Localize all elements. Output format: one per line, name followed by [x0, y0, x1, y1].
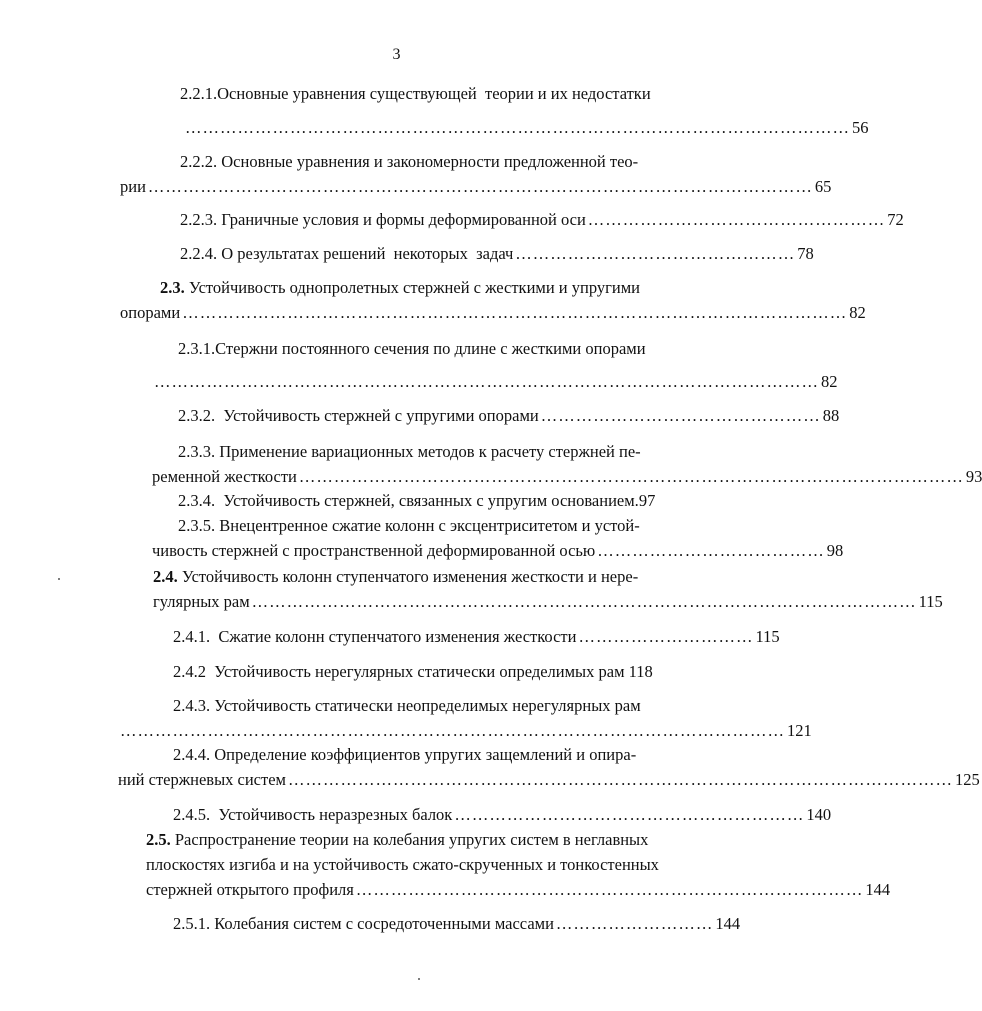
toc-page-number: 98: [826, 541, 844, 560]
toc-entry-2-2-2-line1: 2.2.2. Основные уравнения и закономерности предложенной тео-: [180, 152, 639, 171]
toc-section-2-4-leader: [153, 592, 943, 612]
toc-entry-2-4-4-line1: 2.4.4. Определение коэффициентов упругих защемлений и опира-: [173, 745, 637, 764]
toc-entry-2-4-3-leader: [118, 721, 812, 741]
section-title: Устойчивость однопролетных стержней с жесткими и упругими: [184, 278, 640, 297]
section-number: 2.3.: [160, 278, 185, 297]
leader-dots: ……………………………………………………………………………………………………: [120, 721, 785, 740]
toc-section-2-5-line1: [146, 830, 648, 850]
toc-section-2-3-line2: опорами: [120, 303, 181, 322]
toc-section-2-4-line2: гулярных рам: [153, 592, 250, 611]
toc-entry-2-5-1: [173, 914, 741, 934]
toc-entry-2-3-5-line2: чивость стержней с пространственной деформированной осью: [152, 541, 596, 560]
page-number: 3: [392, 46, 401, 63]
toc-page-number: 65: [814, 177, 832, 196]
leader-dots: …………………………………: [597, 541, 825, 560]
toc-page-number: 82: [849, 303, 866, 322]
section-number: 2.4.: [153, 567, 178, 586]
leader-dots: ……………………………………………………………………………………………………: [298, 467, 964, 486]
toc-entry-2-2-2-leader: [120, 177, 832, 197]
toc-page-number: 125: [954, 770, 980, 789]
leader-dots: ……………………………………………………………………………: [355, 880, 864, 899]
leader-dots: …………………………………………: [540, 406, 821, 425]
leader-dots: …………………………………………: [515, 244, 796, 263]
toc-section-2-5-line2: плоскостях изгиба и на устойчивость сжато-скрученных и тонкостенных: [146, 855, 659, 874]
leader-dots: ………………………: [555, 914, 714, 933]
toc-entry-2-3-3-line1: 2.3.3. Применение вариационных методов к расчету стержней пе-: [178, 442, 641, 461]
section-number: 2.5.: [146, 830, 171, 849]
toc-page-number: 121: [787, 721, 812, 740]
toc-entry-2-4-5-title: 2.4.5. Устойчивость неразрезных балок: [173, 805, 453, 824]
toc-entry-2-3-3-leader: [152, 467, 982, 487]
toc-page-number: 118: [628, 662, 653, 681]
toc-entry-2-4-3-title: 2.4.3. Устойчивость статически неопределимых нерегулярных рам: [173, 696, 641, 715]
toc-entry-2-2-2-line2: рии: [120, 177, 146, 196]
scan-speck: [418, 978, 420, 980]
toc-entry-2-4-4-leader: [118, 770, 980, 790]
leader-dots: ……………………………………………: [587, 210, 886, 229]
toc-entry-2-3-2-title: 2.3.2. Устойчивость стержней с упругими опорами: [178, 406, 539, 425]
toc-entry-2-3-5-line1: 2.3.5. Внецентренное сжатие колонн с эксцентриситетом и устой-: [178, 516, 640, 535]
toc-entry-2-5-1-title: 2.5.1. Колебания систем с сосредоточенными массами: [173, 914, 554, 933]
toc-page-number: 97: [638, 491, 656, 510]
toc-section-2-5-leader: [146, 880, 891, 900]
toc-entry-2-2-4: [180, 244, 814, 264]
toc-page-number: 144: [865, 880, 891, 899]
scan-speck: [58, 578, 60, 580]
toc-page-number: 56: [852, 118, 869, 137]
toc-entry-2-2-1-title: 2.2.1.Основные уравнения существующей теории и их недостатки: [180, 84, 651, 103]
toc-page-number: 93: [965, 467, 982, 486]
toc-entry-2-2-3: [180, 210, 904, 230]
toc-entry-2-2-4-title: 2.2.4. О результатах решений некоторых задач: [180, 244, 514, 263]
toc-entry-2-3-3-line2: ременной жесткости: [152, 467, 297, 486]
toc-page-number: 78: [797, 244, 814, 263]
leader-dots: …………………………: [578, 627, 754, 646]
toc-entry-2-4-4-line2: ний стержневых систем: [118, 770, 286, 789]
toc-page-number: 88: [822, 406, 840, 425]
toc-entry-2-3-1-title: 2.3.1.Стержни постоянного сечения по длине с жесткими опорами: [178, 339, 646, 358]
toc-entry-2-4-1: [173, 627, 780, 647]
section-title: Устойчивость колонн ступенчатого изменения жесткости и нере-: [177, 567, 639, 586]
toc-page-number: 115: [918, 592, 943, 611]
toc-page-number: 140: [806, 805, 832, 824]
toc-section-2-4-line1: [153, 567, 638, 587]
leader-dots: ……………………………………………………………………………………………………: [182, 303, 848, 322]
toc-entry-2-3-1-leader: [152, 372, 838, 392]
toc-entry-2-4-2-title: 2.4.2 Устойчивость нерегулярных статически определимых рам: [173, 662, 625, 681]
leader-dots: ……………………………………………………………………………………………………: [154, 372, 819, 391]
toc-section-2-5-line3: стержней открытого профиля: [146, 880, 354, 899]
toc-entry-2-4-1-title: 2.4.1. Сжатие колонн ступенчатого изменения жесткости: [173, 627, 577, 646]
toc-page-number: 82: [821, 372, 838, 391]
leader-dots: ……………………………………………………………………………………………………: [287, 770, 953, 789]
toc-entry-2-3-4: [178, 491, 655, 511]
toc-page-number: 144: [715, 914, 741, 933]
toc-entry-2-2-3-title: 2.2.3. Граничные условия и формы деформированной оси: [180, 210, 586, 229]
toc-entry-2-4-5: [173, 805, 832, 825]
toc-page-number: 115: [755, 627, 780, 646]
leader-dots: ……………………………………………………………………………………………………: [251, 592, 917, 611]
toc-entry-2-3-2: [178, 406, 840, 426]
toc-page-number: 72: [887, 210, 904, 229]
toc-section-2-3-leader: [120, 303, 866, 323]
leader-dots: ……………………………………………………………………………………………………: [185, 118, 850, 137]
toc-entry-2-3-4-title: 2.3.4. Устойчивость стержней, связанных с упругим основанием.: [178, 491, 639, 510]
leader-dots: ……………………………………………………………………………………………………: [147, 177, 813, 196]
toc-section-2-3-line1: [160, 278, 640, 298]
section-title: Распространение теории на колебания упругих систем в неглавных: [170, 830, 649, 849]
leader-dots: ……………………………………………………: [454, 805, 805, 824]
toc-entry-2-4-2: [173, 662, 653, 682]
toc-entry-2-3-5-leader: [152, 541, 844, 561]
toc-entry-2-2-1-leader: [183, 118, 869, 138]
